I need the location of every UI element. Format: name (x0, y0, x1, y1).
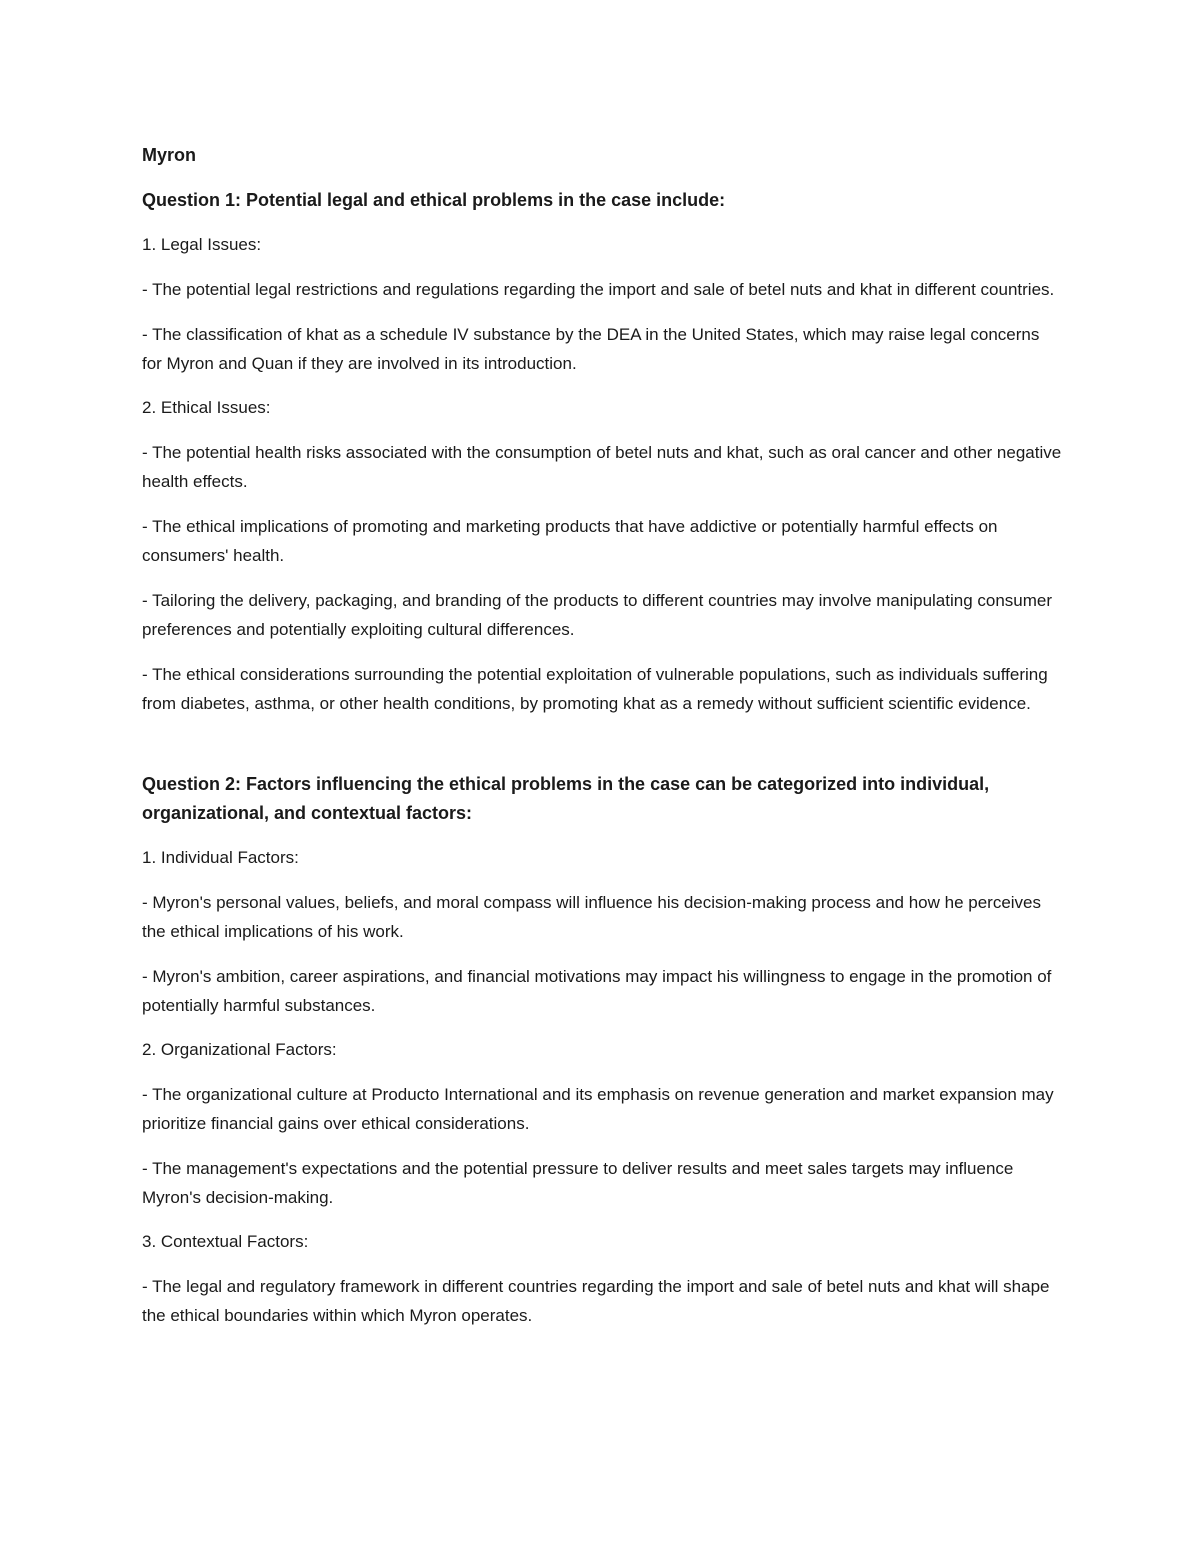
organizational-factor-item: - The organizational culture at Producto International and its emphasis on revenue generation and market expansion may prioritize financial gains over ethical considerations. (142, 1085, 1054, 1133)
question-1-heading: Question 1: Potential legal and ethical problems in the case include: (142, 190, 726, 210)
section-spacer (142, 734, 1062, 770)
legal-issue-item: - The potential legal restrictions and regulations regarding the import and sale of betel nuts and khat in different countries. (142, 280, 1055, 299)
ethical-issue-item: - The potential health risks associated with the consumption of betel nuts and khat, such as oral cancer and other negative health effects. (142, 443, 1062, 491)
ethical-issue-item: - The ethical implications of promoting and marketing products that have addictive or potentially harmful effects on consumers' health. (142, 517, 998, 565)
legal-issues-heading: 1. Legal Issues: (142, 235, 262, 254)
individual-factors-heading: 1. Individual Factors: (142, 848, 299, 867)
organizational-factor-item: - The management's expectations and the potential pressure to deliver results and meet sales targets may influence Myron's decision-making. (142, 1159, 1014, 1207)
ethical-issue-item: - The ethical considerations surrounding the potential exploitation of vulnerable populations, such as individuals suffering from diabetes, asthma, or other health conditions, by promoting khat as a remedy without sufficient scientific evidence. (142, 665, 1048, 713)
individual-factor-item: - Myron's ambition, career aspirations, and financial motivations may impact his willingness to engage in the promotion of potentially harmful substances. (142, 967, 1052, 1015)
organizational-factors-heading: 2. Organizational Factors: (142, 1040, 337, 1059)
ethical-issues-heading: 2. Ethical Issues: (142, 398, 271, 417)
document-page (142, 141, 1062, 1346)
document-title: Myron (142, 145, 196, 165)
contextual-factor-item: - The legal and regulatory framework in different countries regarding the import and sale of betel nuts and khat will shape the ethical boundaries within which Myron operates. (142, 1277, 1050, 1325)
individual-factor-item: - Myron's personal values, beliefs, and moral compass will influence his decision-making process and how he perceives the ethical implications of his work. (142, 893, 1042, 941)
legal-issue-item: - The classification of khat as a schedule IV substance by the DEA in the United States, which may raise legal concerns for Myron and Quan if they are involved in its introduction. (142, 325, 1040, 373)
question-2-heading: Question 2: Factors influencing the ethical problems in the case can be categorized into individual, organizational, and contextual factors: (142, 774, 990, 823)
ethical-issue-item: - Tailoring the delivery, packaging, and branding of the products to different countries may involve manipulating consumer preferences and potentially exploiting cultural differences. (142, 591, 1053, 639)
contextual-factors-heading: 3. Contextual Factors: (142, 1232, 309, 1251)
